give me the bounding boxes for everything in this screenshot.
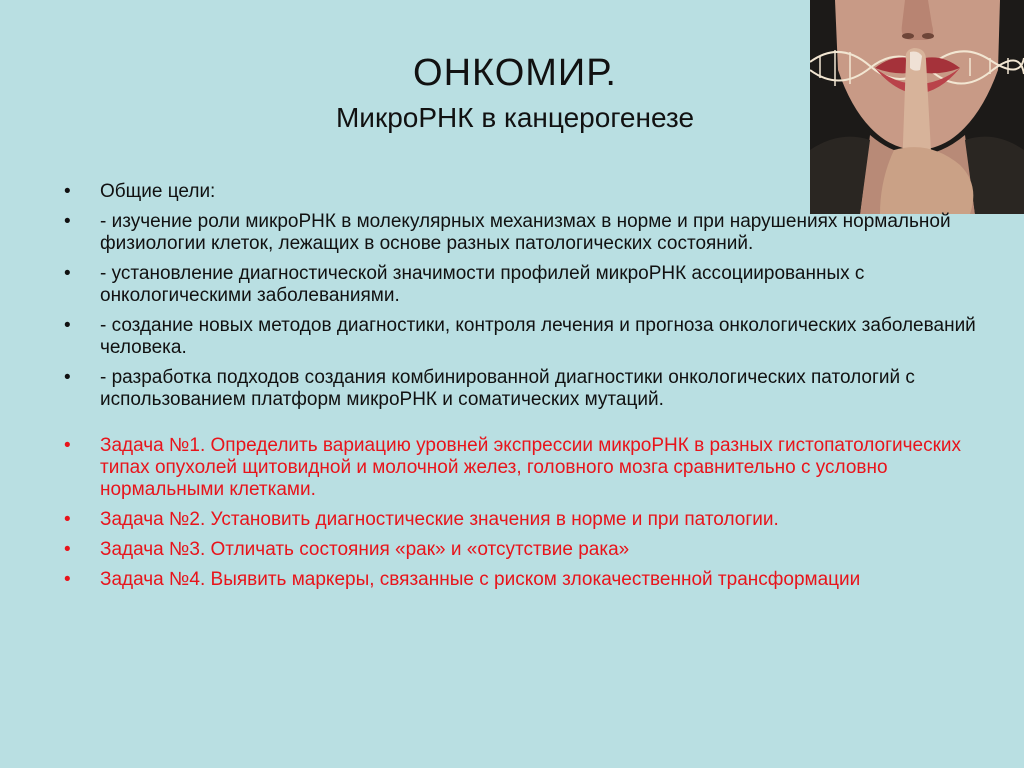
bullet-icon: • (64, 315, 71, 336)
bullet-icon: • (64, 509, 71, 530)
bullet-icon: • (64, 263, 71, 284)
bullet-icon: • (64, 181, 71, 202)
list-item-text: - установление диагностической значимости профилей микроРНК ассоциированных с онкологическими заболеваниями. (100, 263, 865, 306)
list-item (64, 367, 984, 411)
task-item-text: Задача №3. Отличать состояния «рак» и «отсутствие рака» (100, 539, 630, 560)
task-item-text: Задача №2. Установить диагностические значения в норме и при патологии. (100, 509, 779, 530)
bullet-icon: • (64, 569, 71, 590)
list-item (64, 315, 984, 359)
list-item (64, 181, 984, 203)
task-item (64, 435, 984, 501)
task-item-text: Задача №4. Выявить маркеры, связанные с риском злокачественной трансформации (100, 569, 861, 590)
list-item-text: - разработка подходов создания комбинированной диагностики онкологических патологий с использованием платформ микроРНК и соматических мутаций. (100, 367, 915, 410)
list-item-text: - изучение роли микроРНК в молекулярных механизмах в норме и при нарушениях нормальной физиологии клеток, лежащих в основе разных патологических состояний. (100, 211, 951, 254)
slide-subtitle: МикроРНК в канцерогенезе (335, 102, 695, 133)
title-block (200, 50, 830, 136)
task-item-text: Задача №1. Определить вариацию уровней экспрессии микроРНК в разных гистопатологических типах опухолей щитовидной и молочной желез, головного мозга сравнительно с условно нормальными клетками. (100, 435, 962, 500)
bullet-icon: • (64, 539, 71, 560)
task-item (64, 539, 984, 561)
list-item (64, 263, 984, 307)
task-item (64, 509, 984, 531)
list-item-text: Общие цели: (100, 181, 216, 202)
list-item (64, 211, 984, 255)
bullet-icon: • (64, 211, 71, 232)
content-list (64, 181, 984, 599)
bullet-icon: • (64, 367, 71, 388)
task-item (64, 569, 984, 591)
bullet-icon: • (64, 435, 71, 456)
list-item-text: - создание новых методов диагностики, контроля лечения и прогноза онкологических заболеваний человека. (100, 315, 976, 358)
slide-title: ОНКОМИР. (413, 52, 617, 94)
